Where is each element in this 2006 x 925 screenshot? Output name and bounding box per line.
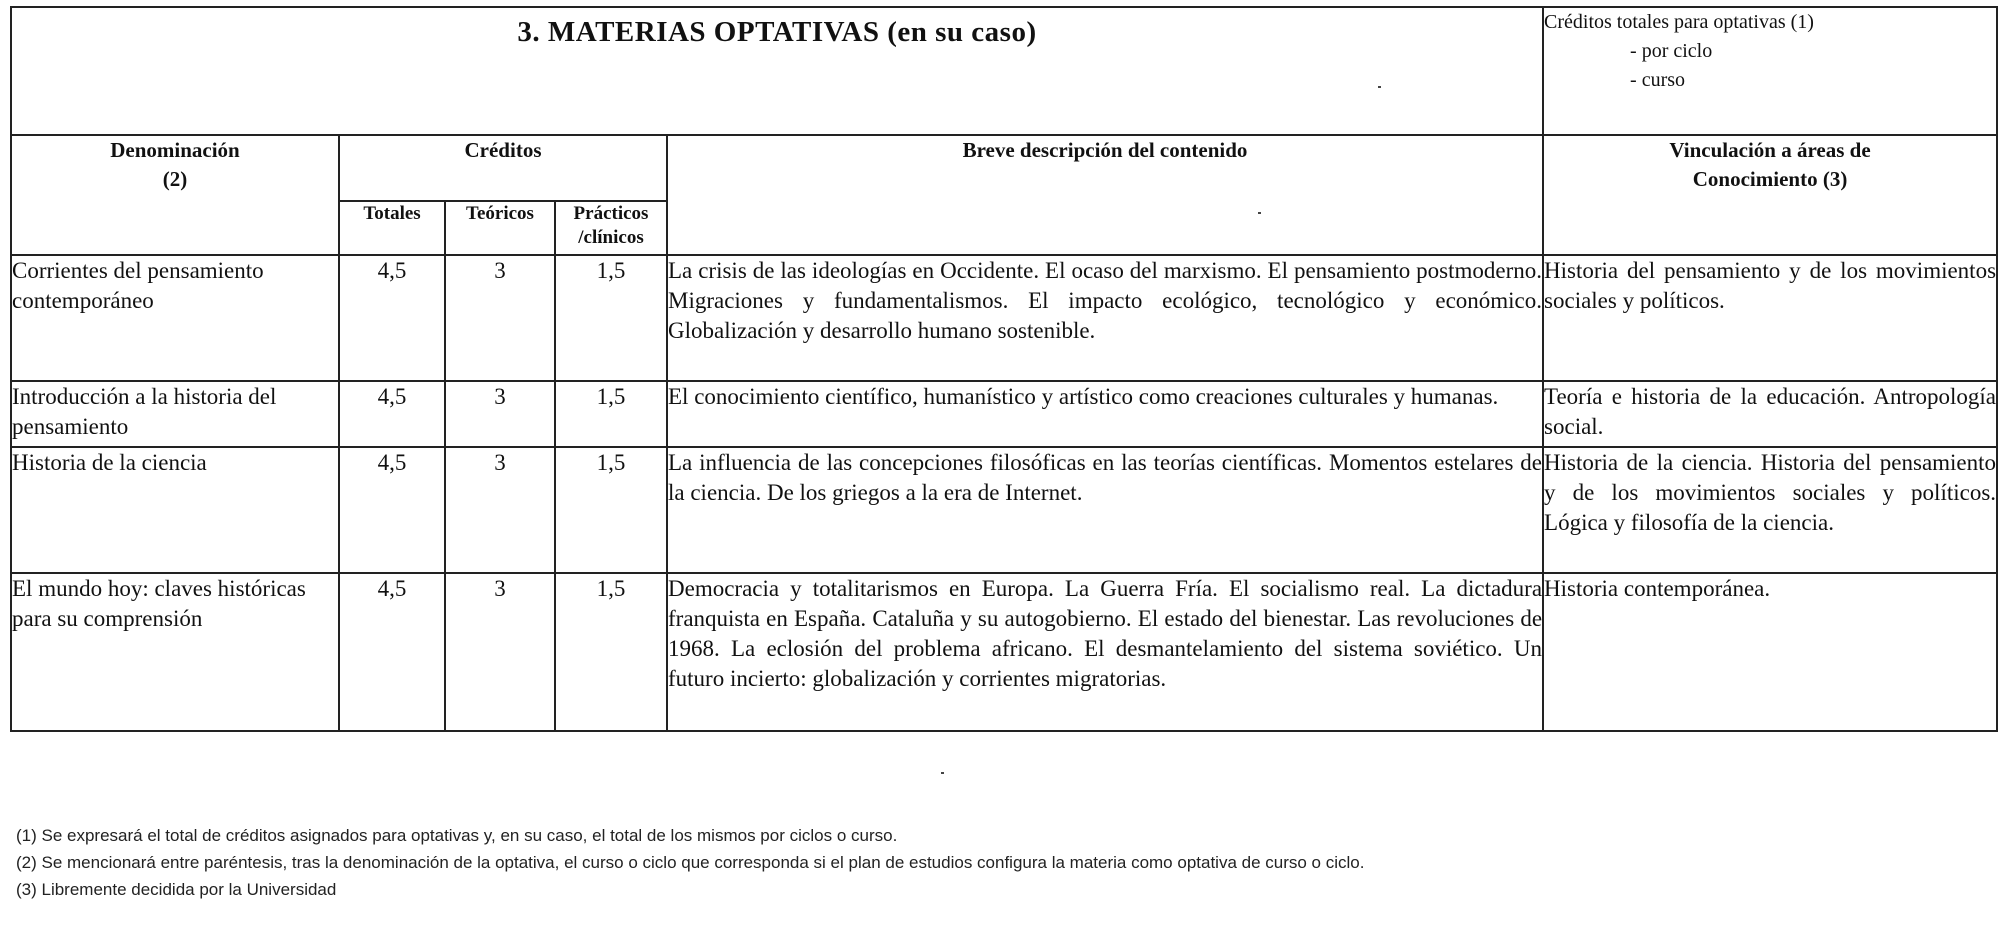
section-title: 3. MATERIAS OPTATIVAS (en su caso) <box>517 16 1037 48</box>
credits-theory: 3 <box>445 573 555 731</box>
header-totales <box>339 201 445 255</box>
credits-practice: 1,5 <box>555 255 667 381</box>
per-cycle-label: - por ciclo <box>1630 40 1713 62</box>
credits-practice: 1,5 <box>555 381 667 447</box>
header-vinculacion-label-2: Conocimiento (3) <box>1692 167 1848 191</box>
scan-speck <box>941 772 944 774</box>
subject-name: Introducción a la historia del pensamiento <box>11 381 339 447</box>
table-row <box>11 573 1997 731</box>
credits-total: 4,5 <box>339 255 445 381</box>
table-row <box>11 255 1997 381</box>
header-teoricos <box>445 201 555 255</box>
header-totales-label: Totales <box>363 203 421 224</box>
title-row <box>11 7 1997 135</box>
header-descripcion-label: Breve descripción del contenido <box>962 138 1248 162</box>
document-page <box>10 6 1996 732</box>
optativas-table <box>10 6 1998 732</box>
section-title-cell <box>11 7 1543 135</box>
total-credits-label: Créditos totales para optativas (1) <box>1544 11 1814 33</box>
header-practicos <box>555 201 667 255</box>
header-creditos-label: Créditos <box>464 138 542 162</box>
header-denominacion <box>11 135 339 255</box>
header-practicos-label-2: /clínicos <box>578 227 644 248</box>
credits-total: 4,5 <box>339 573 445 731</box>
subject-name: El mundo hoy: claves históricas para su comprensión <box>11 573 339 731</box>
knowledge-areas: Historia contemporánea. <box>1543 573 1997 731</box>
header-denominacion-label: Denominación <box>110 138 240 162</box>
scan-speck <box>1378 86 1381 88</box>
header-denominacion-note: (2) <box>162 167 188 191</box>
scan-speck <box>1258 212 1261 214</box>
knowledge-areas: Historia de la ciencia. Historia del pensamiento y de los movimientos sociales y políticos. Lógica y filosofía de la ciencia. <box>1543 447 1997 573</box>
content-description: El conocimiento científico, humanístico y artístico como creaciones culturales y humanas. <box>667 381 1543 447</box>
subject-name: Corrientes del pensamiento contemporáneo <box>11 255 339 381</box>
header-descripcion <box>667 135 1543 255</box>
table-row <box>11 447 1997 573</box>
content-description: La influencia de las concepciones filosóficas en las teorías científicas. Momentos estelares de la ciencia. De los griegos a la era de Internet. <box>667 447 1543 573</box>
total-credits-box <box>1543 7 1997 135</box>
credits-theory: 3 <box>445 381 555 447</box>
header-practicos-label: Prácticos <box>573 203 649 224</box>
footnote-3: (3) Libremente decidida por la Universidad <box>16 880 337 899</box>
content-description: La crisis de las ideologías en Occidente. El ocaso del marxismo. El pensamiento postmoderno. Migraciones y fundamentalismos. El impacto ecológico, tecnológico y económico. Globalización y desarrollo humano sostenible. <box>667 255 1543 381</box>
footnote-1: (1) Se expresará el total de créditos asignados para optativas y, en su caso, el total de los mismos por ciclos o curso. <box>16 826 898 845</box>
table-row <box>11 381 1997 447</box>
header-vinculacion-label: Vinculación a áreas de <box>1669 138 1871 162</box>
credits-total: 4,5 <box>339 381 445 447</box>
knowledge-areas: Teoría e historia de la educación. Antropología social. <box>1543 381 1997 447</box>
footnote-2: (2) Se mencionará entre paréntesis, tras la denominación de la optativa, el curso o ciclo que corresponda si el plan de estudios configura la materia como optativa de curso o ciclo. <box>16 853 1365 872</box>
content-description: Democracia y totalitarismos en Europa. La Guerra Fría. El socialismo real. La dictadura franquista en España. Cataluña y su autogobierno. El estado del bienestar. Las revoluciones de 1968. La eclosión del problema africano. El desmantelamiento del sistema soviético. Un futuro incierto: globalización y corrientes migratorias. <box>667 573 1543 731</box>
header-teoricos-label: Teóricos <box>466 203 534 224</box>
credits-theory: 3 <box>445 255 555 381</box>
per-course-label: - curso <box>1630 69 1686 91</box>
credits-practice: 1,5 <box>555 573 667 731</box>
credits-total: 4,5 <box>339 447 445 573</box>
header-row-top <box>11 135 1997 201</box>
header-creditos <box>339 135 667 201</box>
credits-practice: 1,5 <box>555 447 667 573</box>
subject-name: Historia de la ciencia <box>11 447 339 573</box>
header-vinculacion <box>1543 135 1997 255</box>
knowledge-areas: Historia del pensamiento y de los movimientos sociales y políticos. <box>1543 255 1997 381</box>
credits-theory: 3 <box>445 447 555 573</box>
